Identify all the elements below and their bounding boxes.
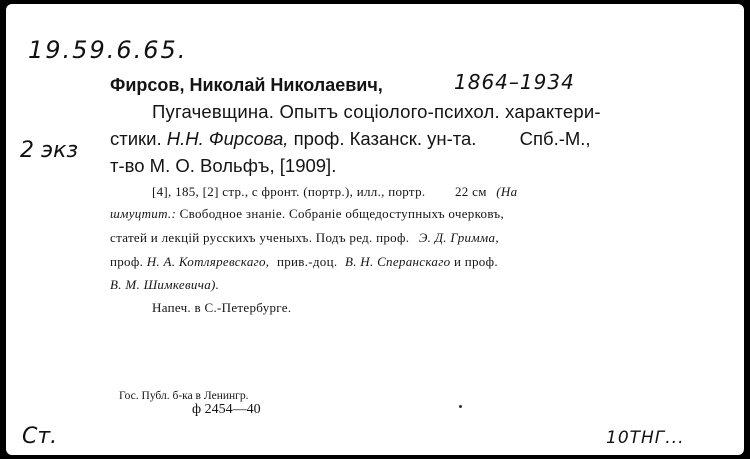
catalog-card — [6, 4, 744, 455]
library-shelfmark: ф 2454—40 — [192, 402, 261, 417]
years-handwritten: 1864–1934 — [454, 70, 575, 94]
library-stamp-name: Гос. Публ. б-ка в Ленингр. — [119, 390, 249, 402]
desc-line-2 — [110, 206, 504, 222]
title-line-2-start: стики. — [110, 128, 162, 149]
ink-speck — [459, 405, 462, 408]
desc-line-3 — [110, 230, 499, 246]
pagination: [4], 185, [2] стр., с фронт. (портр.), илл., портр. — [152, 184, 426, 199]
series-open: (На — [496, 184, 518, 199]
docent-label: прив.-доц. — [276, 254, 338, 269]
author-heading: Фирсов, Николай Николаевич, — [110, 75, 383, 95]
desc-line-1 — [152, 184, 517, 200]
bottom-mark-handwritten: 10ТНГ... — [606, 428, 685, 448]
title-line-3: т-во М. О. Вольфъ, [1909]. — [110, 155, 337, 176]
corner-mark-handwritten: Ст. — [22, 424, 58, 449]
desc-line-5: В. М. Шимкевича). — [110, 277, 220, 292]
half-title-label: шмуцтит.: — [110, 206, 177, 221]
title-line-1: Пугачевщина. Опытъ соціолого-психол. характери- — [152, 101, 601, 122]
series-editors-intro: статей и лекцій русскихъ ученыхъ. Подъ ред. проф. — [110, 230, 410, 245]
printing-note: Напеч. в С.-Петербурге. — [152, 300, 292, 315]
author-initials: Н.Н. Фирсова, — [166, 128, 289, 149]
prof-label-2: и проф. — [453, 254, 498, 269]
size: 22 см — [454, 184, 487, 199]
series-title: Свободное знаніе. Собраніе общедоступныхъ очерковъ, — [179, 206, 505, 221]
editor-kotlyarevsky: Н. А. Котляревскаго, — [146, 254, 270, 269]
author-position: проф. Казанск. ун-та. — [293, 128, 477, 149]
desc-line-4 — [110, 254, 498, 270]
publication-place: Спб.-М., — [519, 128, 591, 149]
editor-grimm: Э. Д. Гримма, — [418, 230, 499, 245]
copies-handwritten: 2 экз — [20, 138, 79, 163]
editor-speransky: В. Н. Сперанскаго — [344, 254, 451, 269]
title-line-2 — [110, 128, 591, 150]
catalog-code-handwritten: 19.59.6.65. — [28, 36, 188, 64]
prof-label-1: проф. — [110, 254, 144, 269]
